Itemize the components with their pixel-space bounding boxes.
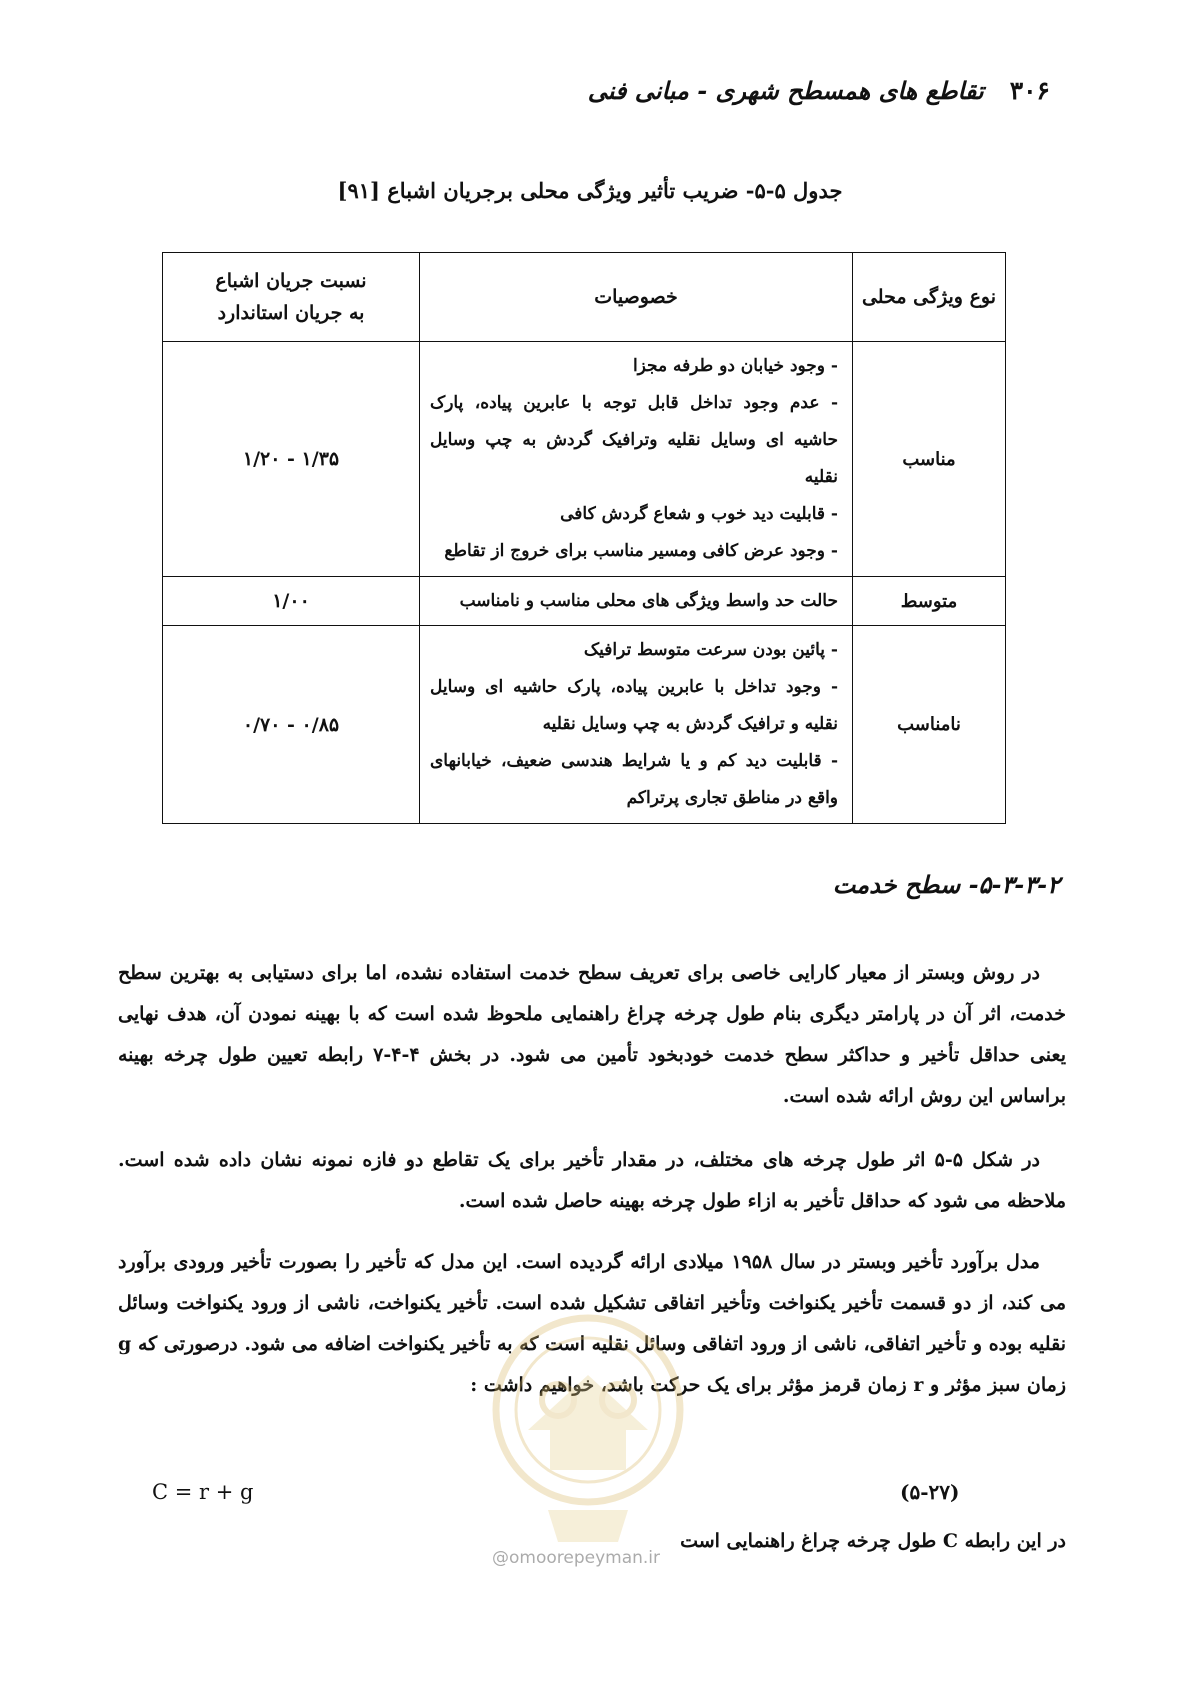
body-paragraph: مدل برآورد تأخیر وبستر در سال ۱۹۵۸ میلادی ارائه گردیده است. این مدل که تأخیر را بصورت تأخیر ورودی برآورد می کند، از دو قسمت تأخیر یکنواخت وتأخیر اتفاقی تشکیل شده است. تأخیر یکنواخت، ناشی از ورود یکنواخت وسائل نقلیه بوده و تأخیر اتفاقی، ناشی از ورود اتفاقی وسائل نقلیه است که به تأخیر یکنواخت اضافه می شود. درصورتی که g زمان سبز مؤثر و r زمان قرمز مؤثر برای یک حرکت باشد، خواهیم داشت : bbox=[118, 1251, 1066, 1396]
feature-text: حالت حد واسط ویژگی های محلی مناسب و نامناسب bbox=[459, 591, 838, 611]
section-heading: ۵-۳-۳-۲- سطح خدمت bbox=[832, 870, 1060, 899]
type-cell: مناسب bbox=[853, 342, 1006, 577]
feature-item: - قابلیت دید کم و یا شرایط هندسی ضعیف، خیابانهای واقع در مناطق تجاری پرتراکم bbox=[430, 743, 838, 817]
ratio-cell: ۱/۰۰ bbox=[163, 577, 420, 626]
equation-formula: C = r + g bbox=[152, 1480, 254, 1504]
header-features: خصوصیات bbox=[420, 253, 853, 342]
table-caption: جدول ۵-۵- ضریب تأثیر ویژگی محلی برجریان اشباع [۹۱] bbox=[337, 178, 843, 203]
feature-item: - پائین بودن سرعت متوسط ترافیک bbox=[430, 632, 838, 669]
closing-line: در این رابطه C طول چرخه چراغ راهنمایی است bbox=[680, 1530, 1066, 1552]
table-row bbox=[163, 577, 1006, 626]
features-cell bbox=[420, 577, 853, 626]
table-row bbox=[163, 626, 1006, 824]
features-cell bbox=[420, 342, 853, 577]
header-ratio bbox=[163, 253, 420, 342]
header-ratio-line2: به جریان استاندارد bbox=[217, 302, 365, 324]
header-ratio-line1: نسبت جریان اشباع bbox=[215, 270, 367, 292]
page-header bbox=[560, 70, 1050, 110]
type-cell: نامناسب bbox=[853, 626, 1006, 824]
ratio-cell: ۱/۲۰ - ۱/۳۵ bbox=[163, 342, 420, 577]
feature-item: - وجود خیابان دو طرفه مجزا bbox=[430, 348, 838, 385]
feature-item: - عدم وجود تداخل قابل توجه با عابرین پیاده، پارک حاشیه ای وسایل نقلیه وترافیک گردش به چپ وسایل نقلیه bbox=[430, 385, 838, 496]
equation-number: (۵-۲۷) bbox=[900, 1480, 960, 1504]
features-cell bbox=[420, 626, 853, 824]
feature-item: - وجود تداخل با عابرین پیاده، پارک حاشیه ای وسایل نقلیه و ترافیک گردش به چپ وسایل نقلیه bbox=[430, 669, 838, 743]
table-row bbox=[163, 342, 1006, 577]
watermark-logo bbox=[488, 1280, 688, 1570]
header-type: نوع ویژگی محلی bbox=[853, 253, 1006, 342]
ratio-cell: ۰/۷۰ - ۰/۸۵ bbox=[163, 626, 420, 824]
body-paragraph: در شکل ۵-۵ اثر طول چرخه های مختلف، در مقدار تأخیر برای یک تقاطع دو فازه نمونه نشان داده شده است. ملاحظه می شود که حداقل تأخیر به ازاء طول چرخه بهینه حاصل شده است. bbox=[118, 1149, 1066, 1212]
table-header-row bbox=[163, 253, 1006, 342]
feature-item: - قابلیت دید خوب و شعاع گردش کافی bbox=[430, 496, 838, 533]
watermark-text: @omoorepeyman.ir bbox=[492, 1548, 661, 1568]
body-paragraph: در روش وبستر از معیار کارایی خاصی برای تعریف سطح خدمت استفاده نشده، اما برای دستیابی به بهترین سطح خدمت، اثر آن در پارامتر دیگری بنام طول چرخه چراغ راهنمایی ملحوظ شده است که با بهینه نمودن آن، هدف نهایی یعنی حداقل تأخیر و حداکثر سطح خدمت خودبخود تأمین می شود. در بخش ۴-۴-۷ رابطه تعیین طول چرخه بهینه براساس این روش ارائه شده است. bbox=[118, 962, 1066, 1107]
type-cell: متوسط bbox=[853, 577, 1006, 626]
local-feature-table bbox=[162, 252, 1006, 824]
page-number: ۳۰۶ bbox=[1009, 75, 1050, 105]
feature-item: - وجود عرض کافی ومسیر مناسب برای خروج از تقاطع bbox=[430, 533, 838, 570]
running-title: تقاطع های همسطح شهری - مبانی فنی bbox=[587, 75, 984, 105]
